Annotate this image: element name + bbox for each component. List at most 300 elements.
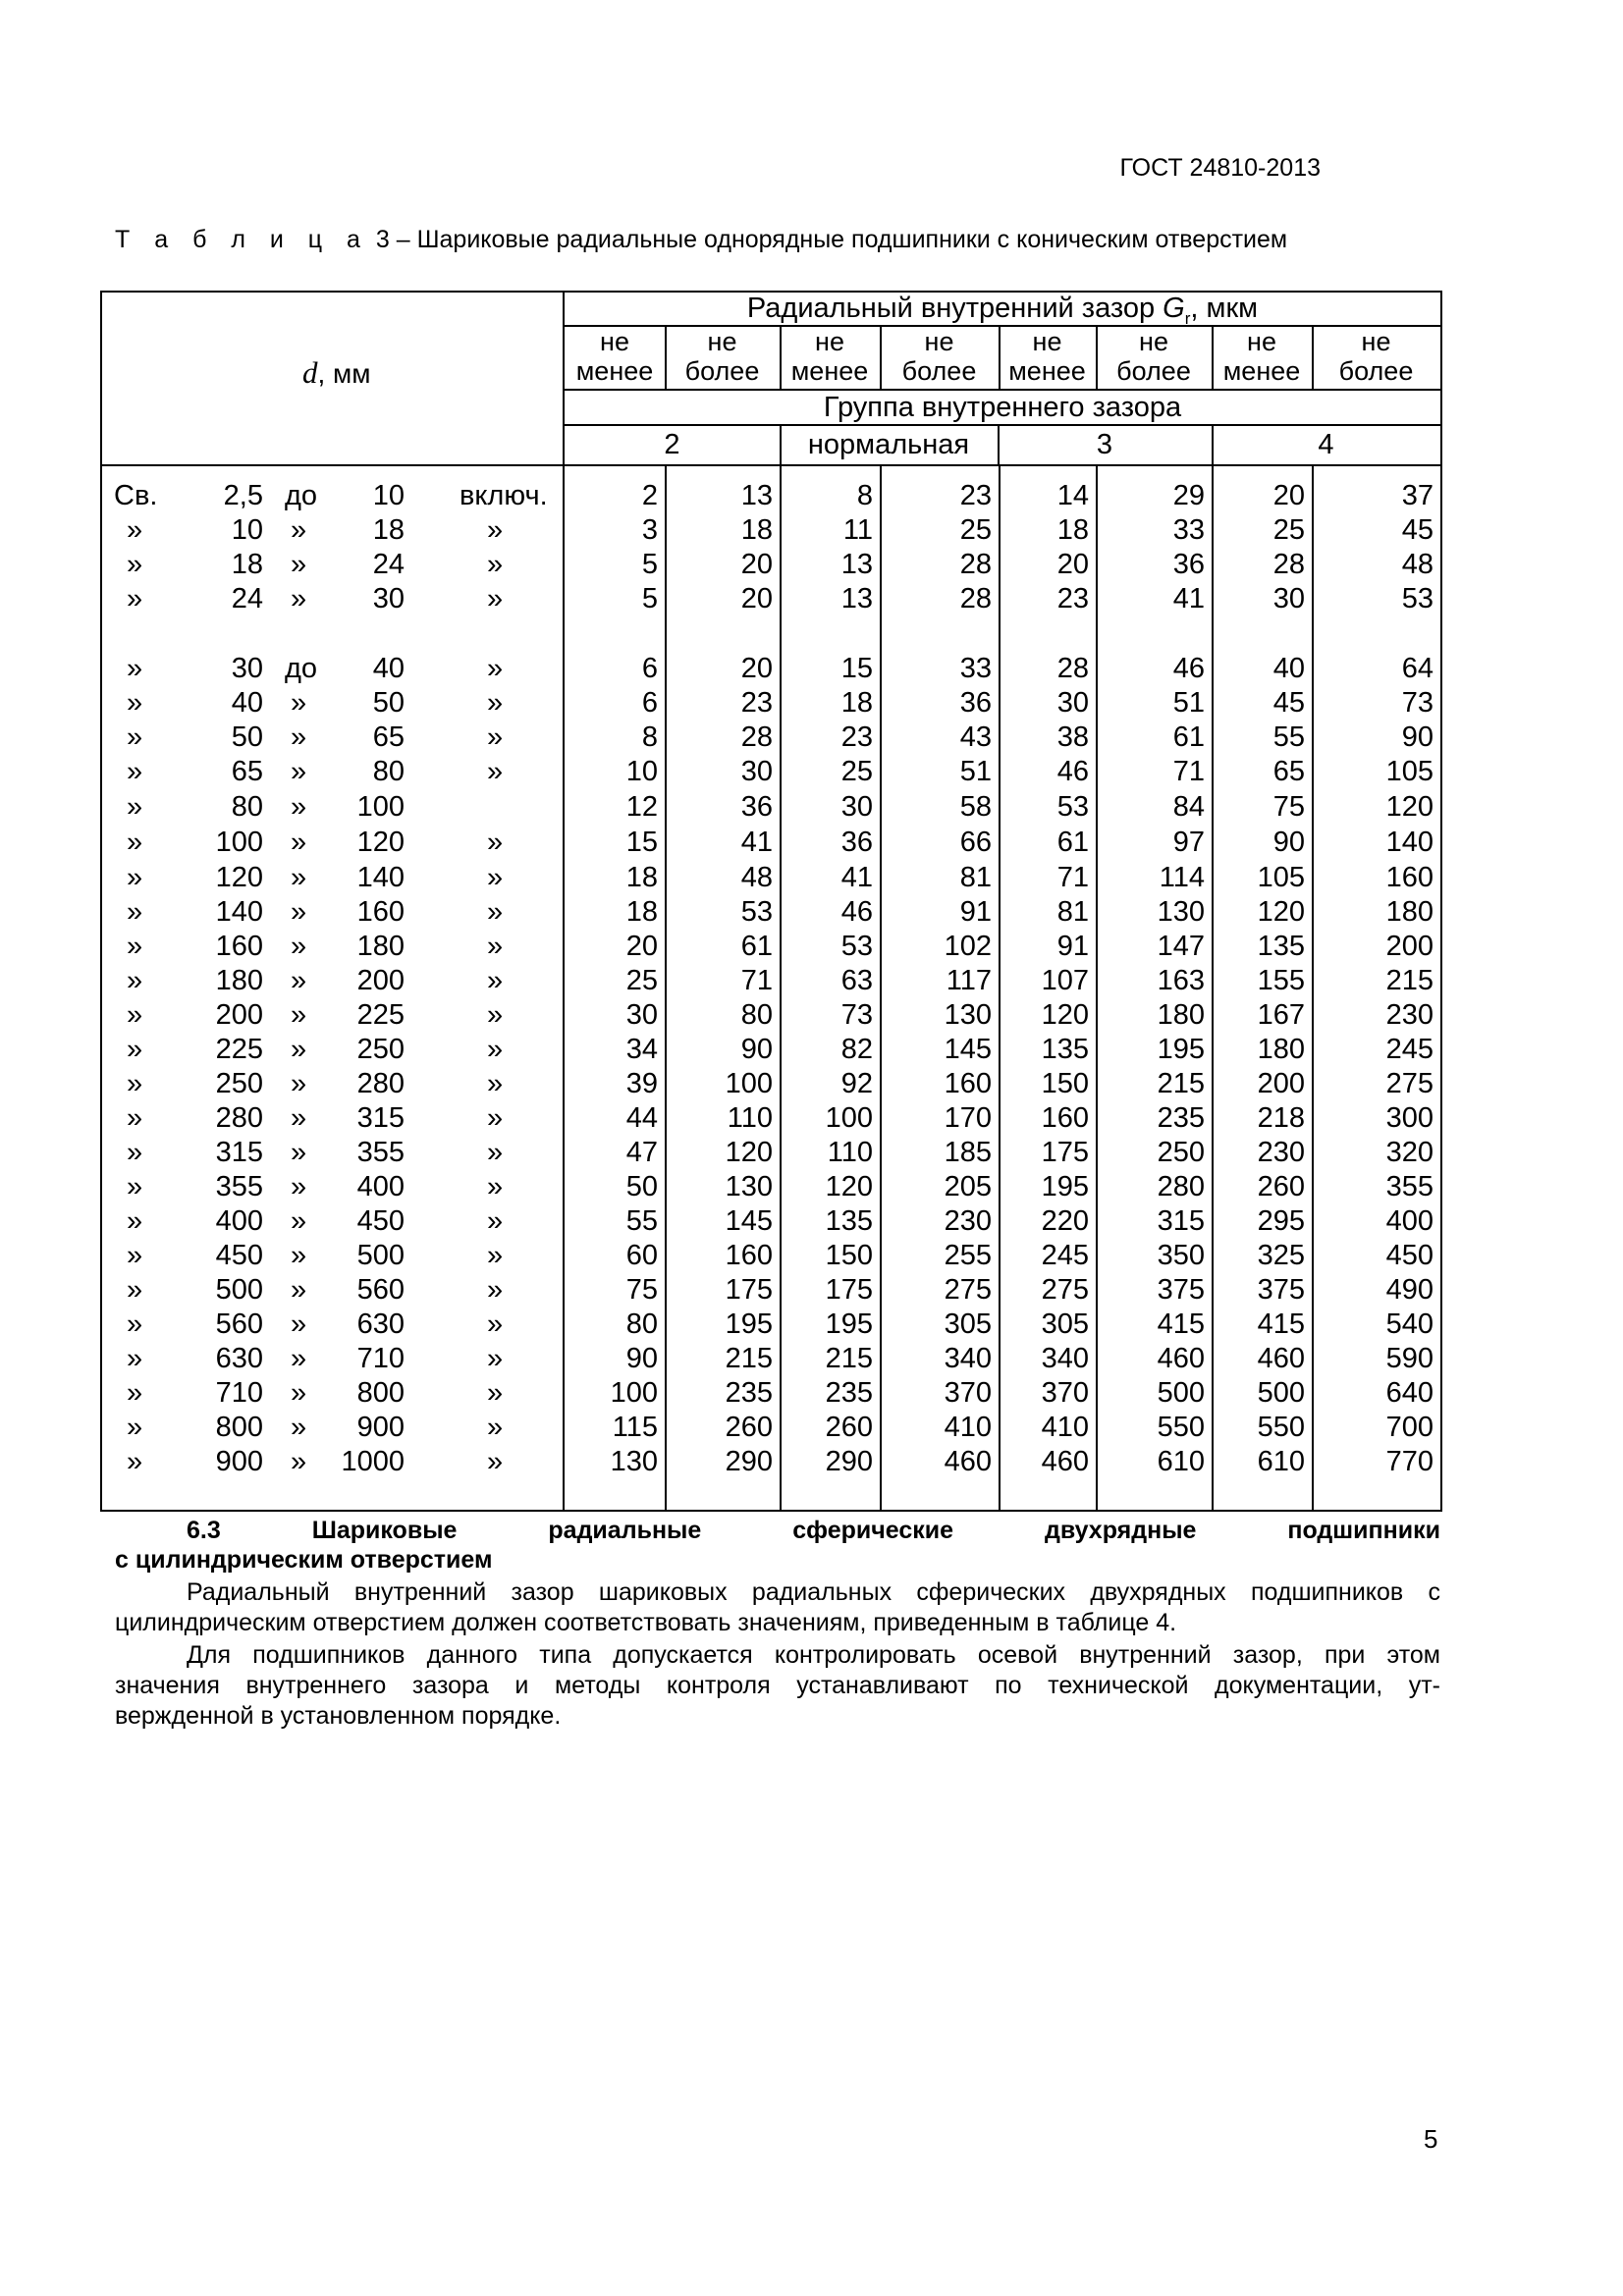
clearance-value: 20 (740, 653, 773, 684)
clearance-value: 92 (840, 1068, 873, 1099)
table-row (102, 861, 1440, 895)
para1-line2: цилиндрическим отверстием должен соответствовать значениям, приведенным в таблице 4. (115, 1609, 1177, 1636)
range-suffix: » (487, 1274, 504, 1306)
range-suffix: » (487, 1412, 504, 1443)
range-to-word: » (291, 687, 307, 719)
range-from: 450 (215, 1240, 263, 1271)
clearance-value: 415 (1257, 1308, 1305, 1340)
subheader-divider (999, 325, 1001, 389)
range-suffix: » (487, 1240, 504, 1271)
clearance-value: 163 (1157, 965, 1205, 996)
clearance-value: 590 (1385, 1343, 1434, 1374)
clearance-value: 53 (1056, 791, 1089, 823)
clearance-value: 73 (840, 999, 873, 1031)
clearance-value: 370 (1041, 1377, 1089, 1409)
clearance-value: 29 (1172, 480, 1205, 511)
clearance-value: 275 (1385, 1068, 1434, 1099)
clearance-value: 2 (641, 480, 658, 511)
clearance-value: 120 (725, 1137, 773, 1168)
clearance-value: 235 (825, 1377, 873, 1409)
header-symbol-sub: r (1184, 308, 1191, 328)
table-row (102, 652, 1440, 686)
subheader-line-2: более (684, 356, 760, 386)
clearance-value: 145 (944, 1034, 992, 1065)
clearance-value: 170 (944, 1102, 992, 1134)
clearance-value: 260 (725, 1412, 773, 1443)
range-to-word: » (291, 896, 307, 928)
clearance-value: 18 (625, 896, 658, 928)
clearance-value: 61 (1056, 827, 1089, 858)
range-suffix: » (487, 827, 504, 858)
clearance-value: 14 (1056, 480, 1089, 511)
range-prefix: » (127, 999, 143, 1031)
clearance-value: 105 (1257, 862, 1305, 893)
range-to-word: » (291, 1068, 307, 1099)
range-to: 120 (356, 827, 405, 858)
range-to-word: » (291, 549, 307, 580)
table-row (102, 548, 1440, 582)
range-to: 225 (356, 999, 405, 1031)
table-row (102, 998, 1440, 1033)
clearance-value: 160 (725, 1240, 773, 1271)
range-from: 24 (231, 583, 263, 614)
clearance-value: 41 (740, 827, 773, 858)
clearance-value: 235 (725, 1377, 773, 1409)
clearance-value: 260 (1257, 1171, 1305, 1202)
subheader-cell (665, 327, 780, 386)
d-symbol: d (302, 355, 318, 390)
subheader-line-1: не (1247, 327, 1276, 356)
table-row (102, 479, 1440, 513)
clearance-value: 58 (959, 791, 992, 823)
range-to: 450 (356, 1205, 405, 1237)
clearance-value: 91 (959, 896, 992, 928)
clearance-value: 37 (1401, 480, 1434, 511)
clearance-value: 73 (1401, 687, 1434, 719)
range-to-word: » (291, 1343, 307, 1374)
clearance-value: 55 (1272, 721, 1305, 753)
clearance-value: 61 (740, 931, 773, 962)
range-suffix: » (487, 514, 504, 546)
clearance-value: 55 (625, 1205, 658, 1237)
clearance-value: 18 (840, 687, 873, 719)
table-row (102, 686, 1440, 721)
clearance-value: 490 (1385, 1274, 1434, 1306)
clearance-value: 460 (1257, 1343, 1305, 1374)
para1-line1: Радиальный внутренний зазор шариковых радиальных сферических двухрядных подшипников с (187, 1578, 1440, 1606)
clearance-value: 500 (1257, 1377, 1305, 1409)
range-prefix: » (127, 1412, 143, 1443)
range-prefix: » (127, 1343, 143, 1374)
clearance-value: 71 (740, 965, 773, 996)
clearance-value: 205 (944, 1171, 992, 1202)
table-row (102, 1445, 1440, 1479)
clearance-value: 39 (625, 1068, 658, 1099)
range-suffix: » (487, 965, 504, 996)
range-suffix: » (487, 1308, 504, 1340)
range-from: 400 (215, 1205, 263, 1237)
subheader-cell (1096, 327, 1212, 386)
range-prefix: » (127, 1446, 143, 1477)
clearance-value: 120 (825, 1171, 873, 1202)
clearance-value: 105 (1385, 756, 1434, 787)
range-from: 120 (215, 862, 263, 893)
table-row (102, 1308, 1440, 1342)
clearance-value: 100 (610, 1377, 658, 1409)
range-suffix: » (487, 1137, 504, 1168)
range-prefix: » (127, 1068, 143, 1099)
range-to: 900 (356, 1412, 405, 1443)
range-to-word: » (291, 999, 307, 1031)
clearance-value: 135 (825, 1205, 873, 1237)
table-row (102, 1204, 1440, 1239)
clearance-value: 275 (944, 1274, 992, 1306)
range-to-word: » (291, 1240, 307, 1271)
clearance-value: 260 (825, 1412, 873, 1443)
range-from: 180 (215, 965, 263, 996)
clearance-value: 340 (1041, 1343, 1089, 1374)
range-to: 65 (372, 721, 405, 753)
clearance-value: 20 (740, 583, 773, 614)
clearance-value: 50 (625, 1171, 658, 1202)
table-row (102, 1033, 1440, 1067)
range-suffix: » (487, 583, 504, 614)
clearance-value: 25 (625, 965, 658, 996)
clearance-value: 46 (840, 896, 873, 928)
clearance-value: 147 (1157, 931, 1205, 962)
clearance-value: 350 (1157, 1240, 1205, 1271)
clearance-value: 28 (959, 549, 992, 580)
clearance-value: 43 (959, 721, 992, 753)
range-prefix: » (127, 896, 143, 928)
clearance-value: 130 (725, 1171, 773, 1202)
subheader-divider (780, 325, 782, 389)
heading-word: сферические (792, 1517, 954, 1544)
clearance-value: 195 (825, 1308, 873, 1340)
clearance-value: 36 (740, 791, 773, 823)
clearance-value: 315 (1157, 1205, 1205, 1237)
range-to-word: до (285, 480, 318, 511)
header-unit: , мкм (1190, 293, 1259, 324)
clearance-value: 23 (740, 687, 773, 719)
range-to: 100 (356, 791, 405, 823)
range-prefix: » (127, 1377, 143, 1409)
clearance-value: 280 (1157, 1171, 1205, 1202)
clearance-value: 40 (1272, 653, 1305, 684)
range-to-word: » (291, 965, 307, 996)
subheader-line-1: не (707, 327, 737, 356)
range-to: 315 (356, 1102, 405, 1134)
clearance-value: 150 (825, 1240, 873, 1271)
range-prefix: » (127, 1102, 143, 1134)
header-rule-3 (563, 424, 1442, 426)
range-from: 100 (215, 827, 263, 858)
clearance-value: 300 (1385, 1102, 1434, 1134)
clearance-value: 90 (740, 1034, 773, 1065)
clearance-value: 23 (1056, 583, 1089, 614)
subheader-line-1: не (1361, 327, 1391, 356)
clearance-value: 230 (1257, 1137, 1305, 1168)
clearance-value: 34 (625, 1034, 658, 1065)
range-from: 280 (215, 1102, 263, 1134)
range-suffix: включ. (460, 480, 548, 511)
clearance-value: 200 (1385, 931, 1434, 962)
clearance-value: 30 (625, 999, 658, 1031)
clearance-value: 5 (641, 583, 658, 614)
range-from: 80 (231, 791, 263, 823)
clearance-value: 30 (1272, 583, 1305, 614)
range-suffix: » (487, 931, 504, 962)
range-prefix: » (127, 756, 143, 787)
clearance-value: 13 (740, 480, 773, 511)
range-to: 560 (356, 1274, 405, 1306)
clearance-value: 84 (1172, 791, 1205, 823)
clearance-value: 25 (840, 756, 873, 787)
range-from: 30 (231, 653, 263, 684)
header-radial-clearance (565, 293, 1440, 328)
range-to: 630 (356, 1308, 405, 1340)
clearance-value: 355 (1385, 1171, 1434, 1202)
clearance-value: 150 (1041, 1068, 1089, 1099)
clearance-value: 20 (1056, 549, 1089, 580)
subheader-line-2: более (1338, 356, 1414, 386)
range-prefix: » (127, 965, 143, 996)
range-suffix: » (487, 721, 504, 753)
clearance-value: 46 (1172, 653, 1205, 684)
document-code: ГОСТ 24810-2013 (1119, 154, 1321, 182)
range-to-word: » (291, 721, 307, 753)
range-suffix: » (487, 862, 504, 893)
range-from: 18 (231, 549, 263, 580)
clearance-value: 230 (944, 1205, 992, 1237)
clearance-value: 75 (625, 1274, 658, 1306)
clearance-value: 410 (1041, 1412, 1089, 1443)
clearance-value: 13 (840, 583, 873, 614)
clearance-value: 12 (625, 791, 658, 823)
table-caption (115, 226, 1287, 254)
clearance-value: 130 (610, 1446, 658, 1477)
subheader-line-2: менее (575, 356, 654, 386)
group-divider (780, 424, 782, 464)
clearance-value: 3 (641, 514, 658, 546)
clearance-value: 30 (1056, 687, 1089, 719)
range-from: 630 (215, 1343, 263, 1374)
clearance-value: 500 (1157, 1377, 1205, 1409)
clearance-value: 400 (1385, 1205, 1434, 1237)
table-row (102, 755, 1440, 789)
clearance-value: 20 (1272, 480, 1305, 511)
range-to-word: » (291, 1205, 307, 1237)
clearance-value: 110 (827, 1137, 873, 1168)
clearance-value: 120 (1257, 896, 1305, 928)
clearance-value: 110 (727, 1102, 773, 1134)
clearance-value: 100 (825, 1102, 873, 1134)
table-row (102, 1136, 1440, 1170)
group-cell: 2 (664, 429, 680, 460)
clearance-value: 220 (1041, 1205, 1089, 1237)
clearance-value: 28 (1056, 653, 1089, 684)
clearance-value: 115 (612, 1412, 658, 1443)
heading-word: подшипники (1287, 1517, 1440, 1544)
range-prefix: » (127, 862, 143, 893)
subheader-line-1: не (1032, 327, 1062, 356)
range-to: 40 (372, 653, 405, 684)
group-divider (998, 424, 1000, 464)
range-to-word: » (291, 1171, 307, 1202)
clearance-value: 30 (840, 791, 873, 823)
clearance-value: 770 (1385, 1446, 1434, 1477)
range-suffix: » (487, 1205, 504, 1237)
clearance-value: 700 (1385, 1412, 1434, 1443)
range-suffix: » (487, 756, 504, 787)
subheader-divider (1212, 325, 1214, 389)
range-prefix: » (127, 721, 143, 753)
clearance-value: 15 (840, 653, 873, 684)
subheader-line-1: не (1139, 327, 1168, 356)
range-to: 710 (356, 1343, 405, 1374)
subheader-line-2: менее (1008, 356, 1086, 386)
clearance-value: 375 (1257, 1274, 1305, 1306)
range-from: 900 (215, 1446, 263, 1477)
clearance-value: 255 (944, 1240, 992, 1271)
clearance-value: 28 (740, 721, 773, 753)
subheader-line-2: менее (790, 356, 869, 386)
range-suffix: » (487, 549, 504, 580)
table-row (102, 1170, 1440, 1204)
clearance-value: 167 (1257, 999, 1305, 1031)
range-suffix: » (487, 653, 504, 684)
clearance-value: 53 (840, 931, 873, 962)
range-suffix: » (487, 999, 504, 1031)
clearance-value: 215 (1385, 965, 1434, 996)
range-suffix: » (487, 896, 504, 928)
clearance-value: 250 (1157, 1137, 1205, 1168)
subheader-line-1: не (924, 327, 954, 356)
clearance-value: 51 (959, 756, 992, 787)
clearance-value: 175 (1041, 1137, 1089, 1168)
clearance-value: 60 (625, 1240, 658, 1271)
range-from: 225 (215, 1034, 263, 1065)
clearance-value: 218 (1257, 1102, 1305, 1134)
clearance-value: 460 (1041, 1446, 1089, 1477)
table-row (102, 1101, 1440, 1136)
range-to-word: до (285, 653, 318, 684)
subheader-cell (1212, 327, 1312, 386)
range-to-word: » (291, 1137, 307, 1168)
range-from: 800 (215, 1412, 263, 1443)
range-to: 1000 (341, 1446, 405, 1477)
clearance-value: 305 (1041, 1308, 1089, 1340)
subheader-line-2: более (901, 356, 977, 386)
clearance-value: 175 (825, 1274, 873, 1306)
range-prefix: » (127, 653, 143, 684)
range-prefix: Св. (114, 480, 158, 511)
range-to-word: » (291, 931, 307, 962)
clearance-value: 135 (1257, 931, 1305, 962)
table-row (102, 790, 1440, 825)
range-prefix: » (127, 1137, 143, 1168)
subheader-line-1: не (815, 327, 844, 356)
range-to-word: » (291, 1412, 307, 1443)
range-suffix: » (487, 1068, 504, 1099)
clearance-value: 13 (840, 549, 873, 580)
clearance-value: 200 (1257, 1068, 1305, 1099)
range-prefix: » (127, 514, 143, 546)
range-from: 2,5 (223, 480, 263, 511)
clearance-value: 30 (740, 756, 773, 787)
clearance-table (100, 291, 1442, 1512)
clearance-value: 28 (1272, 549, 1305, 580)
clearance-value: 215 (825, 1343, 873, 1374)
clearance-value: 120 (1041, 999, 1089, 1031)
clearance-value: 41 (840, 862, 873, 893)
range-to-word: » (291, 756, 307, 787)
range-to-word: » (291, 514, 307, 546)
clearance-value: 25 (959, 514, 992, 546)
clearance-value: 15 (625, 827, 658, 858)
para2-line3: вержденной в установленном порядке. (115, 1702, 562, 1730)
header-symbol-g: G (1163, 293, 1185, 324)
clearance-value: 82 (840, 1034, 873, 1065)
subheader-line-1: не (600, 327, 629, 356)
subheader-cell (880, 327, 999, 386)
range-to: 10 (372, 480, 405, 511)
clearance-value: 640 (1385, 1377, 1434, 1409)
clearance-value: 117 (946, 965, 992, 996)
subheader-divider (665, 325, 667, 389)
range-to: 200 (356, 965, 405, 996)
range-to-word: » (291, 862, 307, 893)
range-to: 30 (372, 583, 405, 614)
clearance-value: 18 (625, 862, 658, 893)
clearance-value: 45 (1272, 687, 1305, 719)
subheader-cell (565, 327, 665, 386)
range-to: 355 (356, 1137, 405, 1168)
clearance-value: 33 (1172, 514, 1205, 546)
range-from: 40 (231, 687, 263, 719)
range-suffix: » (487, 1034, 504, 1065)
clearance-value: 245 (1385, 1034, 1434, 1065)
range-to: 800 (356, 1377, 405, 1409)
clearance-value: 80 (625, 1308, 658, 1340)
range-to-word: » (291, 827, 307, 858)
clearance-value: 325 (1257, 1240, 1305, 1271)
subheader-divider (880, 325, 882, 389)
table-row (102, 582, 1440, 616)
clearance-value: 375 (1157, 1274, 1205, 1306)
range-suffix: » (487, 1343, 504, 1374)
clearance-value: 185 (944, 1137, 992, 1168)
range-to: 50 (372, 687, 405, 719)
table-row (102, 1376, 1440, 1411)
subheader-cell (780, 327, 880, 386)
clearance-value: 63 (840, 965, 873, 996)
clearance-value: 130 (944, 999, 992, 1031)
clearance-value: 36 (840, 827, 873, 858)
table-row (102, 930, 1440, 964)
heading-word: радиальные (548, 1517, 702, 1544)
clearance-value: 36 (959, 687, 992, 719)
clearance-value: 135 (1041, 1034, 1089, 1065)
clearance-value: 102 (944, 931, 992, 962)
caption-text: 3 – Шариковые радиальные однорядные подшипники с коническим отверстием (368, 226, 1288, 253)
clearance-value: 53 (740, 896, 773, 928)
range-prefix: » (127, 583, 143, 614)
clearance-value: 235 (1157, 1102, 1205, 1134)
clearance-value: 320 (1385, 1137, 1434, 1168)
clearance-value: 290 (725, 1446, 773, 1477)
range-suffix: » (487, 1377, 504, 1409)
